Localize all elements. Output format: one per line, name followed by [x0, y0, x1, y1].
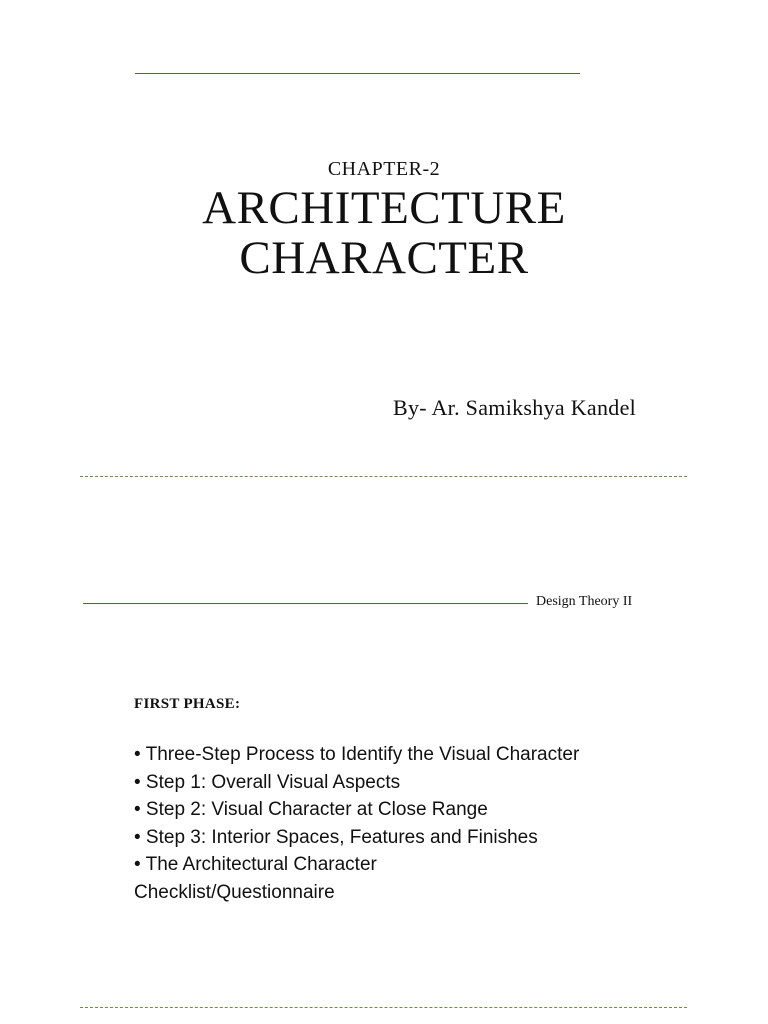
document-title-line-2: CHARACTER — [239, 232, 529, 284]
cover-bottom-divider — [80, 476, 687, 477]
page-header-divider — [83, 603, 528, 604]
list-item: • Step 1: Overall Visual Aspects — [134, 771, 401, 793]
list-item: • Three-Step Process to Identify the Visual Character — [134, 744, 580, 765]
top-divider-line — [135, 73, 580, 74]
page-bottom-divider — [80, 1007, 687, 1008]
list-item: • Step 2: Visual Character at Close Range — [134, 799, 488, 820]
list-item: • The Architectural Character — [134, 854, 377, 875]
list-item: Checklist/Questionnaire — [134, 881, 335, 903]
page-header-course: Design Theory II — [536, 594, 633, 609]
chapter-label: CHAPTER-2 — [327, 158, 441, 180]
section-heading: FIRST PHASE: — [134, 696, 241, 712]
document-title-line-1: ARCHITECTURE — [202, 182, 566, 234]
bullet-list — [134, 741, 579, 906]
list-item: • Step 3: Interior Spaces, Features and Finishes — [134, 826, 538, 848]
author-byline: By- Ar. Samikshya Kandel — [393, 395, 637, 420]
